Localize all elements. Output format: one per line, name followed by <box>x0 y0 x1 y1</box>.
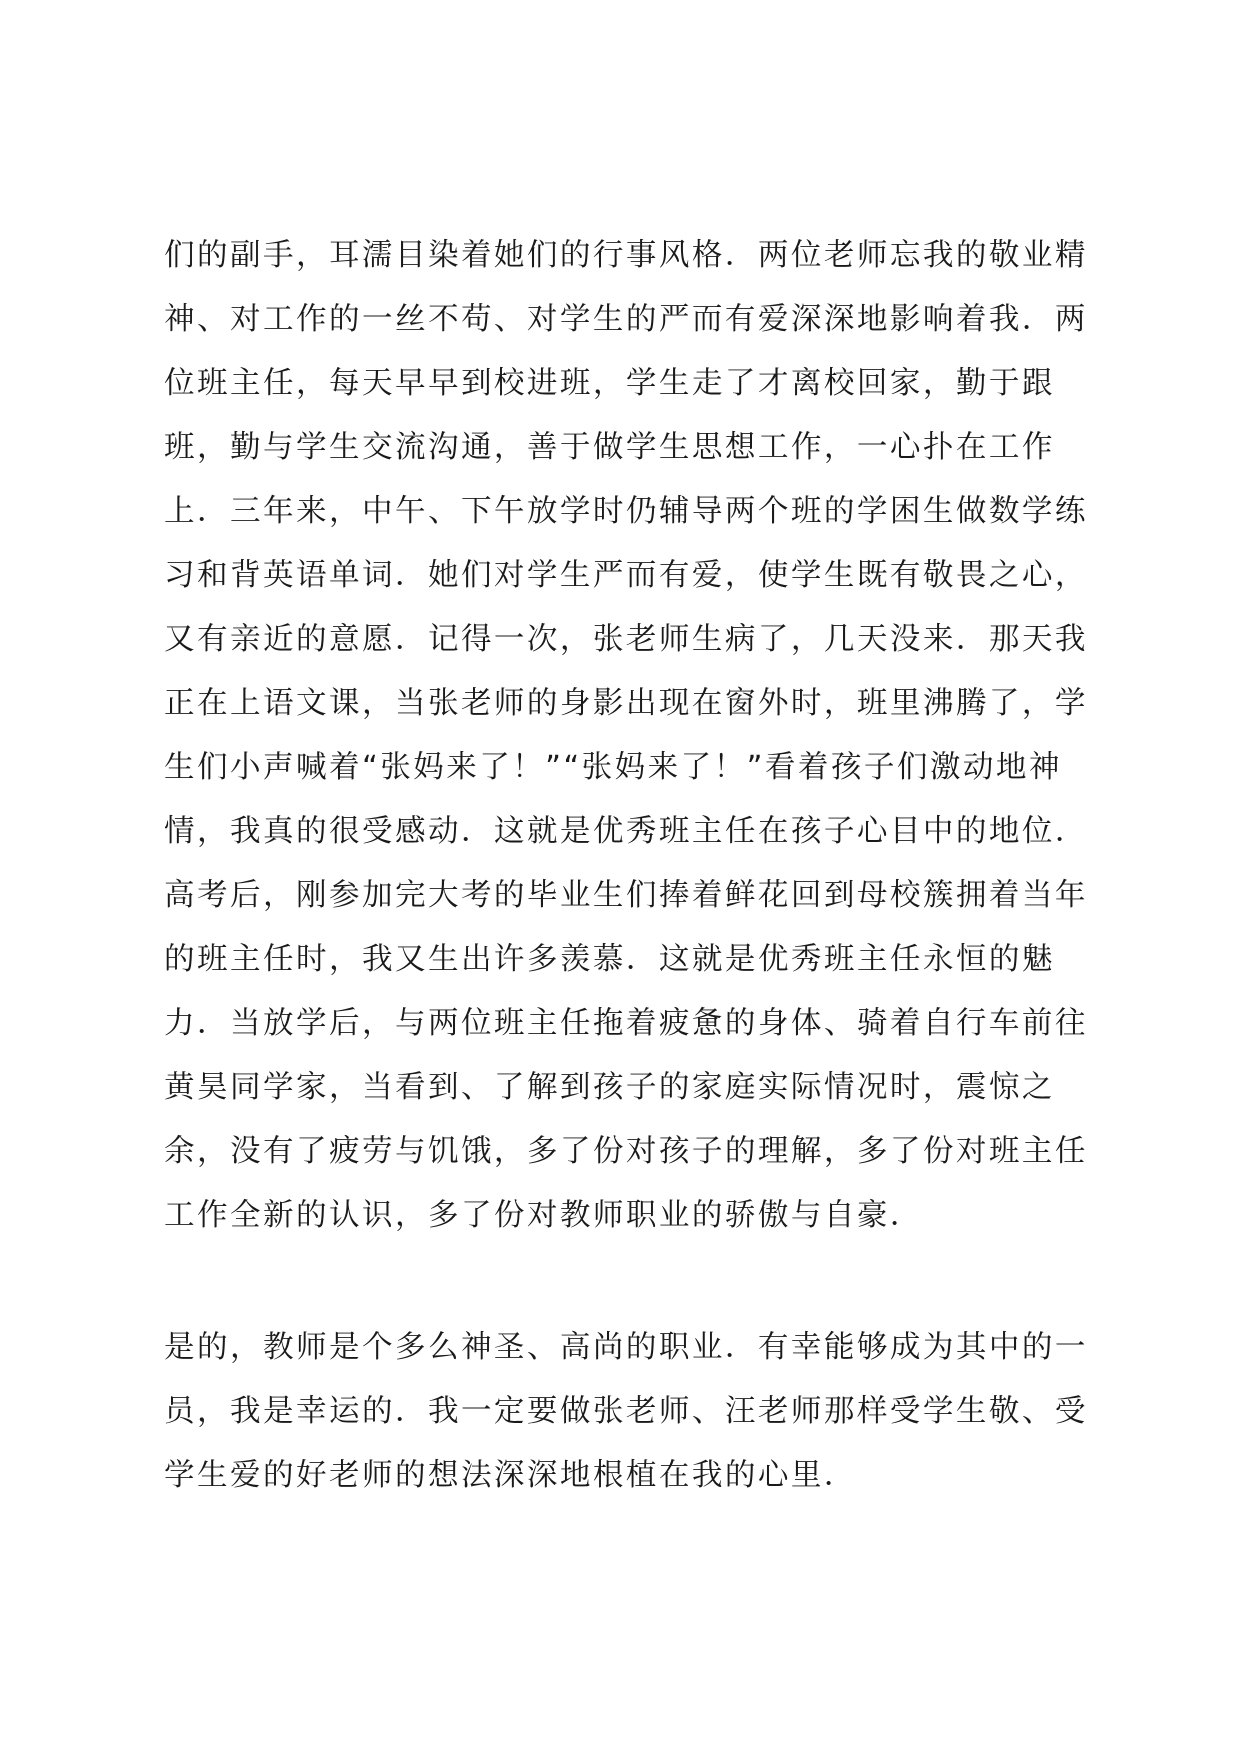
paragraph-line: 上．三年来，中午、下午放学时仍辅导两个班的学困生做数学练 <box>164 494 1088 529</box>
paragraph-line: 的班主任时，我又生出许多羡慕．这就是优秀班主任永恒的魅 <box>164 942 1055 977</box>
paragraph-line: 又有亲近的意愿．记得一次，张老师生病了，几天没来．那天我 <box>164 622 1088 657</box>
paragraph-line: 工作全新的认识，多了份对教师职业的骄傲与自豪． <box>164 1198 923 1233</box>
paragraph-line: 习和背英语单词．她们对学生严而有爱，使学生既有敬畏之心， <box>164 558 1088 593</box>
paragraph-line: 黄昊同学家，当看到、了解到孩子的家庭实际情况时，震惊之 <box>164 1070 1055 1105</box>
paragraph-line: 情，我真的很受感动．这就是优秀班主任在孩子心目中的地位． <box>164 814 1088 849</box>
paragraph-line: 力．当放学后，与两位班主任拖着疲惫的身体、骑着自行车前往 <box>164 1006 1088 1041</box>
paragraph-line: 正在上语文课，当张老师的身影出现在窗外时，班里沸腾了，学 <box>164 686 1088 721</box>
paragraph-line: 位班主任，每天早早到校进班，学生走了才离校回家，勤于跟 <box>164 366 1055 401</box>
paragraph-line: 生们小声喊着“张妈来了！”“张妈来了！”看着孩子们激动地神 <box>164 750 1062 785</box>
paragraph-line: 们的副手，耳濡目染着她们的行事风格．两位老师忘我的敬业精 <box>164 238 1088 273</box>
paragraph-line: 余，没有了疲劳与饥饿，多了份对孩子的理解，多了份对班主任 <box>164 1134 1088 1169</box>
paragraph-2 <box>164 1316 1104 1508</box>
paragraph-line: 神、对工作的一丝不苟、对学生的严而有爱深深地影响着我．两 <box>164 302 1088 337</box>
paragraph-line: 员，我是幸运的．我一定要做张老师、汪老师那样受学生敬、受 <box>164 1394 1088 1429</box>
paragraph-1 <box>164 224 1104 1248</box>
paragraph-line: 高考后，刚参加完大考的毕业生们捧着鲜花回到母校簇拥着当年 <box>164 878 1088 913</box>
paragraph-line: 学生爱的好老师的想法深深地根植在我的心里． <box>164 1458 857 1493</box>
paragraph-line: 是的，教师是个多么神圣、高尚的职业．有幸能够成为其中的一 <box>164 1330 1088 1365</box>
paragraph-line: 班，勤与学生交流沟通，善于做学生思想工作，一心扑在工作 <box>164 430 1055 465</box>
